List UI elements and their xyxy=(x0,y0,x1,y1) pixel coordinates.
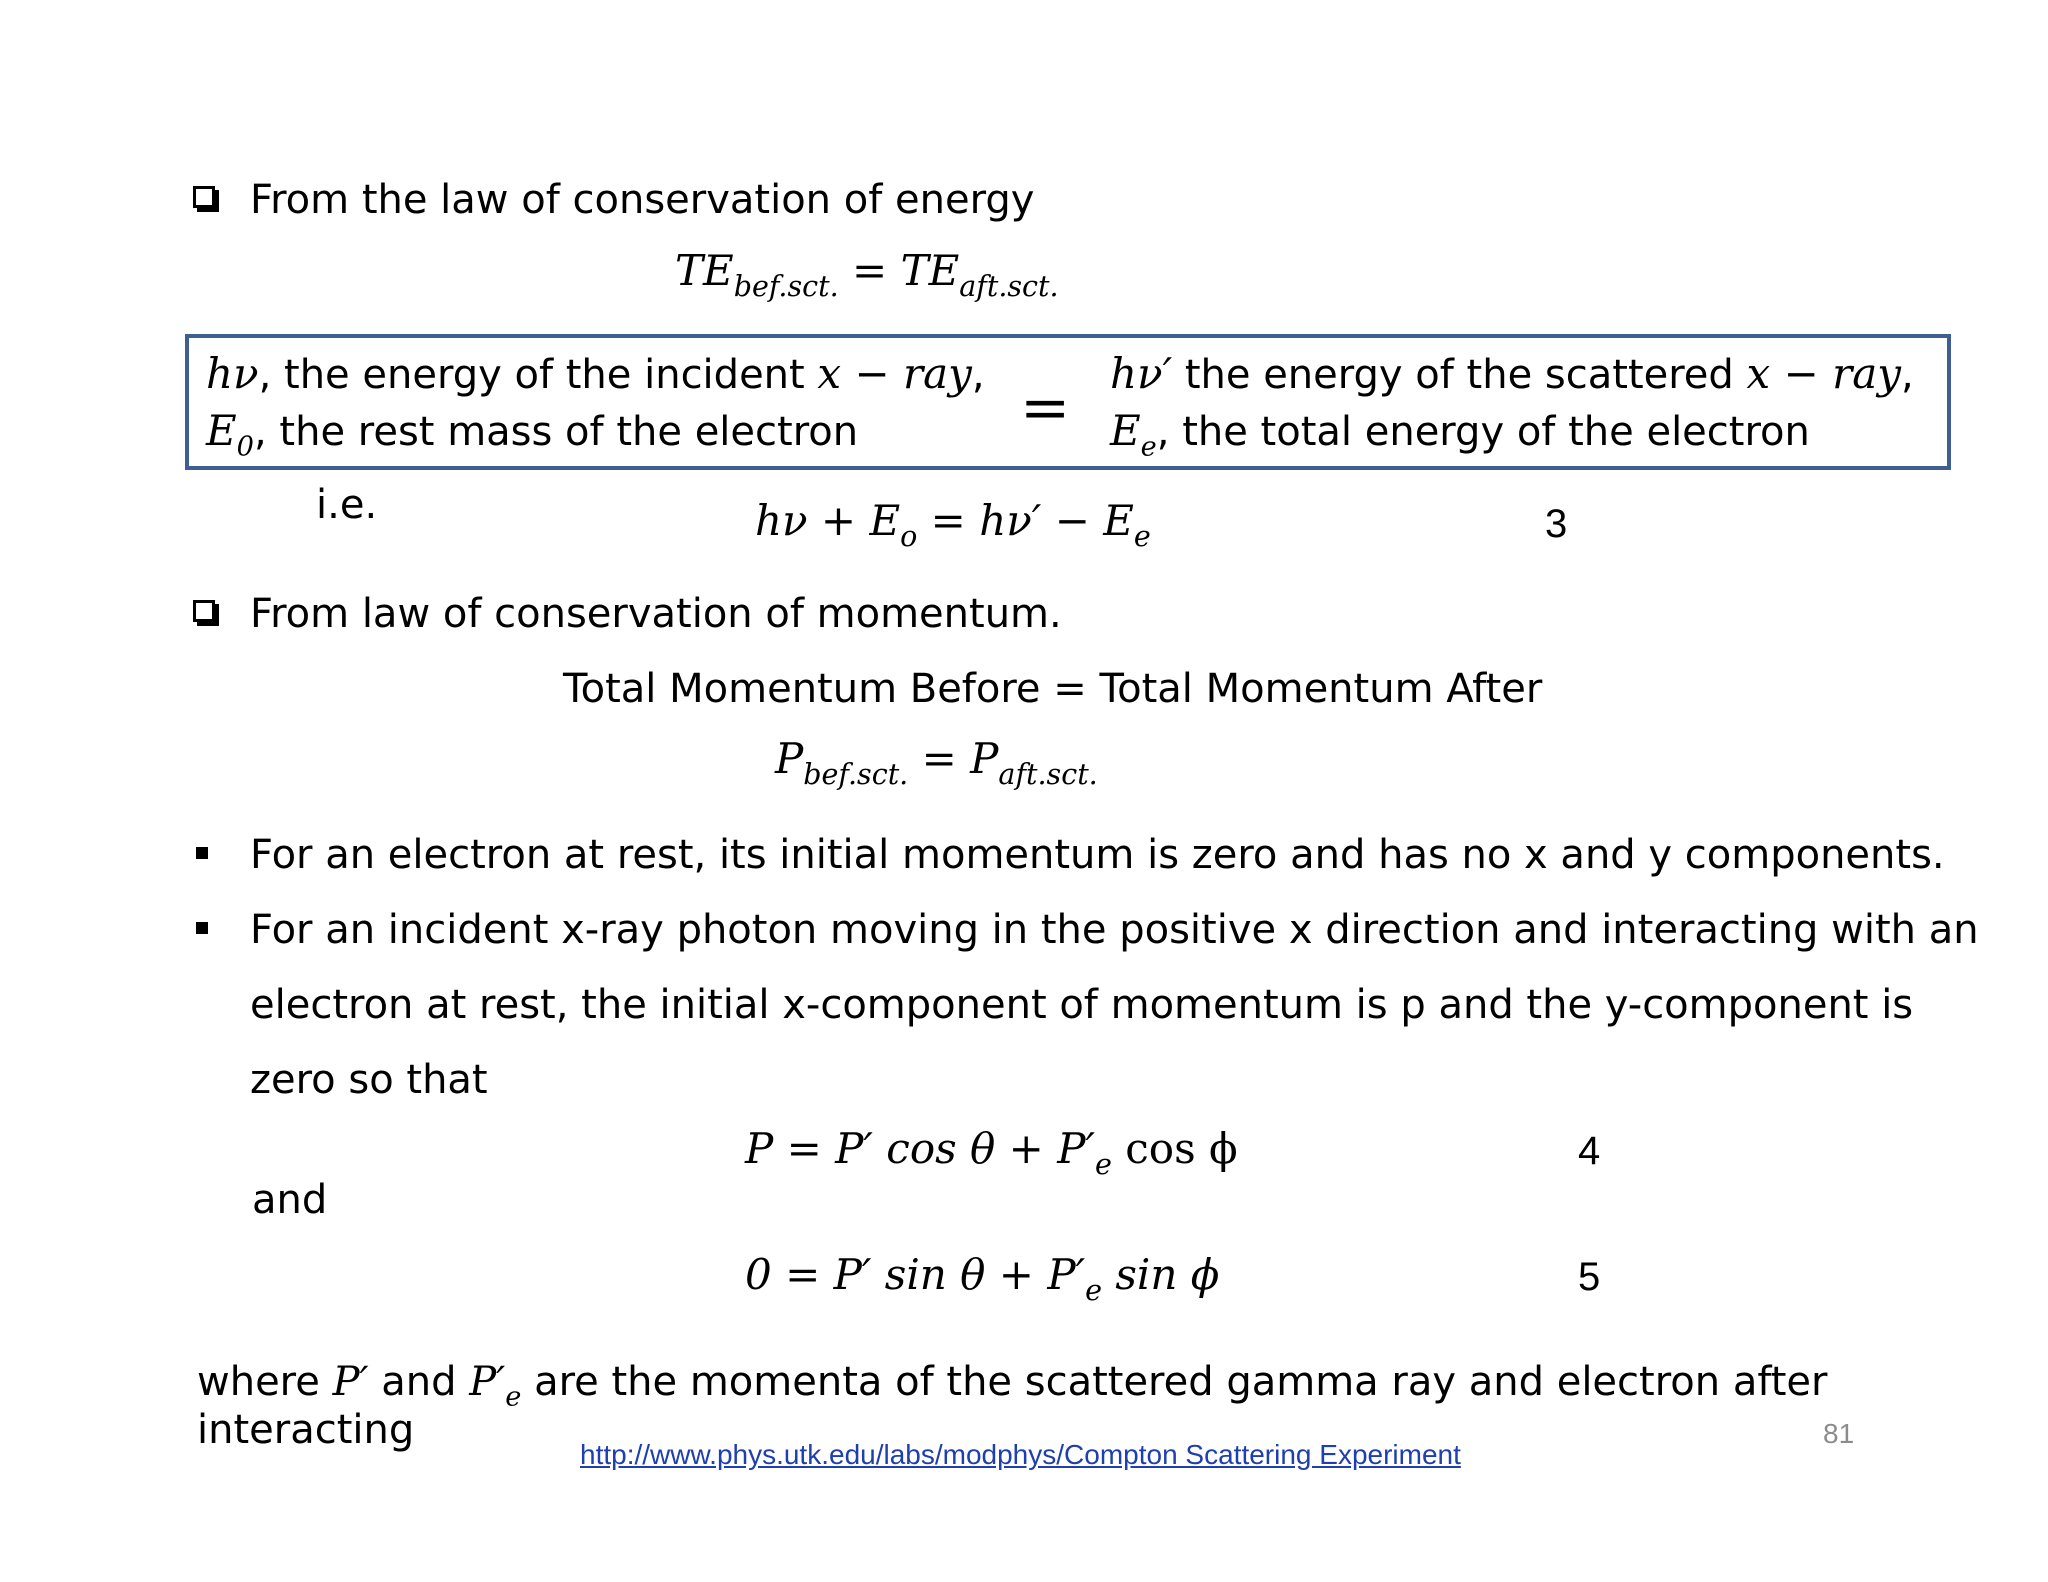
energy-heading: From the law of conservation of energy xyxy=(250,177,1035,223)
energy-conservation-equation xyxy=(675,246,1059,303)
bullet-incident-photon-line3: zero so that xyxy=(250,1057,488,1103)
where-line2: interacting xyxy=(197,1407,415,1453)
eq-rhs-sub: aft.sct. xyxy=(959,268,1059,303)
box-right-line1: hν′ the energy of the scattered x − ray, xyxy=(1110,349,1914,398)
equation-5-number: 5 xyxy=(1578,1255,1601,1299)
momentum-statement: Total Momentum Before = Total Momentum After xyxy=(563,666,1543,712)
bullet-incident-photon-line1: For an incident x-ray photon moving in the positive x direction and interacting with an xyxy=(250,907,1979,953)
slide-number: 81 xyxy=(1823,1418,1855,1449)
ie-label: i.e. xyxy=(316,482,378,528)
eq-lhs-main: TE xyxy=(675,246,734,295)
bullet-electron-at-rest: For an electron at rest, its initial momentum is zero and has no x and y components. xyxy=(250,832,1945,878)
source-link[interactable]: http://www.phys.utk.edu/labs/modphys/Compton Scattering Experiment xyxy=(580,1439,1461,1470)
bullet-incident-photon-line2: electron at rest, the initial x-component of momentum is p and the y-component is xyxy=(250,982,1914,1028)
and-label: and xyxy=(252,1177,328,1223)
eq-lhs-sub: bef.sct. xyxy=(733,268,839,303)
box-left-line1: hν, the energy of the incident x − ray, xyxy=(206,349,985,398)
where-line1: where P′ and $P'_e$ are the momenta of the scattered gamma ray and electron after xyxy=(197,1359,1828,1413)
checkbox-bullet-icon xyxy=(193,600,215,622)
square-bullet-icon xyxy=(196,847,208,859)
momentum-conservation-equation: $P_{bef.sct.} = P_{aft.sct.}$ xyxy=(775,734,1098,791)
checkbox-bullet-icon xyxy=(193,186,215,208)
eq-rhs-main: TE xyxy=(900,246,960,295)
momentum-heading: From law of conservation of momentum. xyxy=(250,591,1062,637)
eq-equals: = xyxy=(852,246,888,295)
equation-5: 0 = P′ $\sin \theta + P'_e$ sin ϕ xyxy=(745,1250,1220,1307)
square-bullet-icon xyxy=(196,922,208,934)
equation-4: P = P′ $\cos \theta + P'_e$ cos ϕ xyxy=(745,1124,1238,1181)
box-equals-sign: = xyxy=(1020,373,1071,443)
equation-4-number: 4 xyxy=(1578,1129,1601,1173)
equation-3-number: 3 xyxy=(1545,502,1568,546)
box-right-line2: $E_e$, the total energy of the electron xyxy=(1110,406,1810,463)
equation-3: $h\nu + E_o = h\nu' - E_e$ xyxy=(755,496,1151,553)
box-left-line2: $E_0$, the rest mass of the electron xyxy=(206,406,859,463)
